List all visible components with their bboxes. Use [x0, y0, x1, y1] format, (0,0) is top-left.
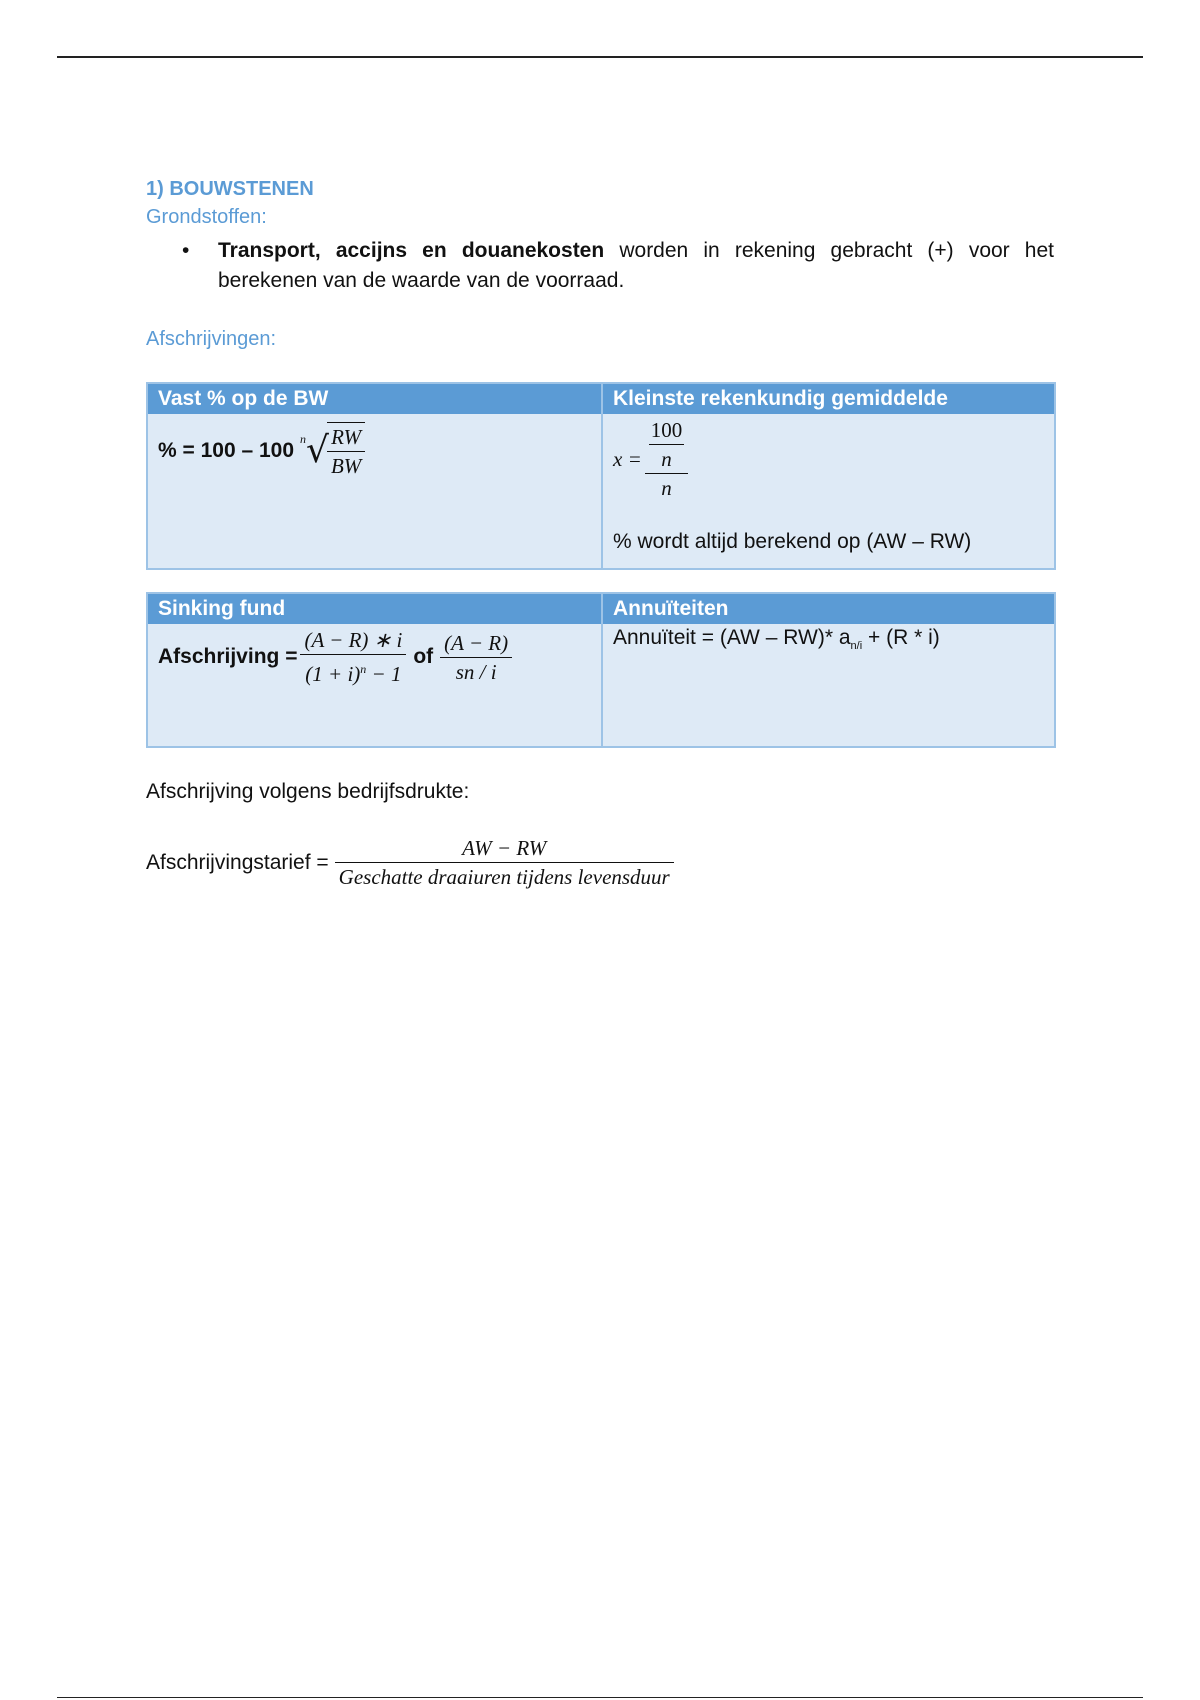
table2-cell-sinking: [147, 624, 602, 747]
root-icon: √: [306, 430, 329, 471]
table1-cell-kleinste: [602, 414, 1055, 569]
table1-cell-vast: [147, 414, 602, 569]
kleinste-fraction: [645, 416, 689, 502]
afschrijvingen-title: Afschrijvingen:: [146, 328, 277, 350]
tarief-numerator: AW − RW: [335, 834, 674, 863]
sinking-numerator-2: (A − R): [440, 629, 512, 658]
grondstoffen-list: [146, 236, 1054, 296]
annuiteit-formula: [613, 626, 1044, 652]
root-fraction: [327, 422, 365, 480]
root-formula: [300, 422, 368, 480]
annuiteit-suffix: + (R * i): [862, 626, 940, 649]
annuiteit-prefix: Annuïteit = (AW – RW)* a: [613, 626, 851, 649]
list-item: [146, 236, 1054, 296]
tarief-formula: [146, 834, 677, 891]
kleinste-num-bottom: n: [661, 447, 672, 471]
formula-x: x =: [613, 446, 642, 471]
root-index: n: [300, 432, 307, 446]
table1-header-kleinste: Kleinste rekenkundig gemiddelde: [602, 383, 1055, 414]
kleinste-num-top: 100: [649, 416, 685, 445]
document-body: [146, 176, 1054, 352]
tarief-denominator: Geschatte draaiuren tijdens levensduur: [338, 865, 670, 889]
bedrijfsdrukte-title: Afschrijving volgens bedrijfsdrukte:: [146, 780, 470, 803]
sinking-numerator-1: (A − R) ∗ i: [300, 626, 406, 655]
kleinste-denominator: n: [661, 476, 672, 500]
formula-of: of: [413, 645, 434, 668]
sinking-denominator-1: [301, 655, 405, 688]
header-rule: [57, 56, 1143, 58]
table2-cell-annuiteiten: [602, 624, 1055, 747]
table2-header-sinking: Sinking fund: [147, 593, 602, 624]
depreciation-table-2: [146, 592, 1056, 748]
sinking-denominator-2: sn / i: [455, 659, 497, 684]
formula-vast-prefix: % = 100 – 100: [158, 439, 295, 462]
grondstoffen-title: Grondstoffen:: [146, 206, 267, 228]
kleinste-numerator: [645, 416, 689, 474]
sinking-fraction-1: [300, 626, 406, 688]
root-numerator: RW: [327, 423, 365, 452]
annuiteit-sub: n/i: [850, 640, 863, 653]
table1-header-vast: Vast % op de BW: [147, 383, 602, 414]
section-heading: 1) BOUWSTENEN: [146, 178, 314, 200]
footer-rule: [57, 1697, 1143, 1698]
sinking-fraction-2: [440, 629, 512, 686]
sinking-den-tail: − 1: [366, 662, 402, 686]
depreciation-table-1: [146, 382, 1056, 570]
kleinste-note: % wordt altijd berekend op (AW – RW): [613, 530, 972, 553]
table2-header-annuiteiten: Annuïteiten: [602, 593, 1055, 624]
bullet-icon: •: [182, 239, 190, 262]
sinking-den-exp: n: [360, 662, 367, 676]
root-denominator: BW: [330, 454, 362, 478]
sinking-den-base: (1 + i): [305, 662, 361, 686]
bullet-bold-text: Transport, accijns en douanekosten: [218, 239, 605, 262]
tarief-fraction: [335, 834, 674, 891]
tarief-label: Afschrijvingstarief =: [146, 850, 329, 874]
formula-sinking-label: Afschrijving =: [158, 645, 298, 668]
bullet-text: worden in rekening gebracht (+) voor het berekenen van de waarde van de voorraad.: [218, 239, 1055, 292]
